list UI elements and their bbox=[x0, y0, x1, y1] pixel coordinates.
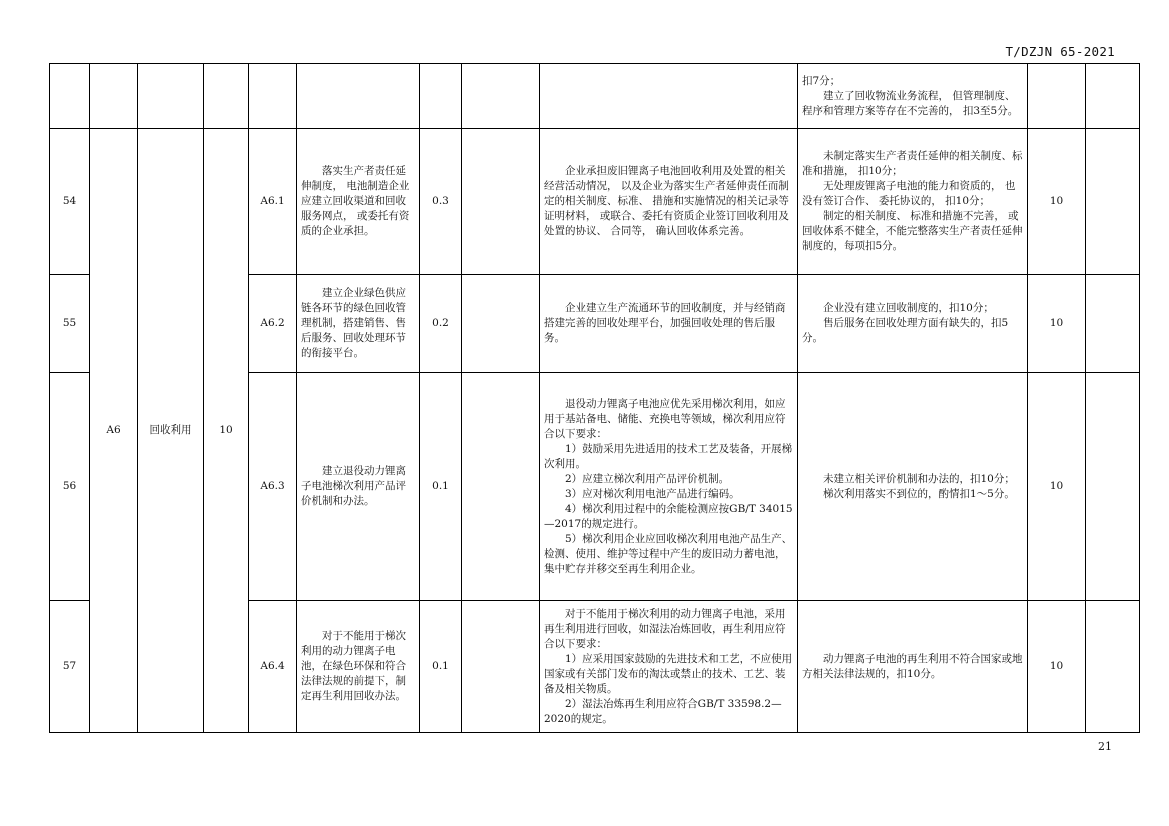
cell-empty bbox=[138, 64, 204, 129]
scoring-line: 制定的相关制度、 标准和措施不完善， 或回收体系不健全，不能完整落实生产者责任延伸制度的，每项扣5分。 bbox=[802, 210, 1023, 252]
item-content: 建立企业绿色供应链各环节的绿色回收管理机制，搭建销售、售后服务、回收处理环节的衔接平台。 bbox=[297, 275, 420, 373]
item-weight: 0.3 bbox=[420, 129, 462, 275]
scoring-line: 梯次利用落实不到位的，酌情扣1～5分。 bbox=[823, 487, 1015, 500]
requirement-line: 4）梯次利用过程中的余能检测应按GB/T 34015—2017的规定进行。 bbox=[544, 502, 793, 530]
item-code: A6.4 bbox=[249, 601, 297, 733]
group-score: 10 bbox=[204, 129, 249, 733]
cell-empty bbox=[204, 64, 249, 129]
cell-empty bbox=[249, 64, 297, 129]
full-score: 10 bbox=[1028, 129, 1086, 275]
row-number: 57 bbox=[50, 601, 90, 733]
table-row bbox=[50, 129, 1140, 275]
scoring-line: 建立了回收物流业务流程， 但管理制度、 程序和管理方案等存在不完善的， 扣3至5分。 bbox=[802, 89, 1019, 117]
requirement-cell bbox=[540, 601, 798, 733]
requirement-line: 3）应对梯次利用电池产品进行编码。 bbox=[565, 487, 740, 500]
requirement-line: 企业承担废旧锂离子电池回收利用及处置的相关经营活动情况， 以及企业为落实生产者延伸责任而制定的相关制度、标准、 措施和实施情况的相关记录等证明材料， 或联合、委托有资质企业签订回收利用及处置的协议、 合同等， 确认回收体系完善。 bbox=[544, 165, 789, 237]
scoring-line: 未建立相关评价机制和办法的，扣10分； bbox=[823, 472, 1015, 485]
cell-empty bbox=[420, 64, 462, 129]
full-score: 10 bbox=[1028, 373, 1086, 601]
requirement-line: 5）梯次利用企业应回收梯次利用电池产品生产、检测、使用、维护等过程中产生的废旧动力蓄电池，集中贮存并移交至再生利用企业。 bbox=[544, 532, 793, 575]
scoring-line: 企业没有建立回收制度的，扣10分； bbox=[823, 302, 994, 314]
cell-empty bbox=[297, 64, 420, 129]
requirement-line: 对于不能用于梯次利用的动力锂离子电池，采用再生利用进行回收，如湿法冶炼回收，再生利用应符合以下要求： bbox=[544, 607, 786, 650]
cell-empty bbox=[90, 64, 138, 129]
cell-empty bbox=[50, 64, 90, 129]
cell-empty bbox=[540, 64, 798, 129]
requirement-cell bbox=[540, 129, 798, 275]
scoring-cell bbox=[798, 373, 1028, 601]
scoring-line: 扣7分； bbox=[802, 74, 841, 87]
table-row-continuation bbox=[50, 64, 1140, 129]
requirement-cell bbox=[540, 275, 798, 373]
scoring-cell bbox=[798, 129, 1028, 275]
row-number: 56 bbox=[50, 373, 90, 601]
blank-cell bbox=[462, 275, 540, 373]
continuation-scoring-cell bbox=[798, 64, 1028, 129]
page-number: 21 bbox=[1098, 740, 1112, 753]
evaluation-table bbox=[49, 63, 1140, 733]
extra-cell bbox=[1086, 601, 1140, 733]
cell-empty bbox=[462, 64, 540, 129]
requirement-cell bbox=[540, 373, 798, 601]
extra-cell bbox=[1086, 275, 1140, 373]
row-number: 55 bbox=[50, 275, 90, 373]
requirement-line: 2）应建立梯次利用产品评价机制。 bbox=[565, 472, 730, 485]
blank-cell bbox=[462, 373, 540, 601]
item-content: 落实生产者责任延伸制度， 电池制造企业应建立回收渠道和回收服务网点， 或委托有资质的企业承担。 bbox=[297, 129, 420, 275]
group-name: 回收利用 bbox=[138, 129, 204, 733]
group-code: A6 bbox=[90, 129, 138, 733]
requirement-line: 企业建立生产流通环节的回收制度，并与经销商搭建完善的回收处理平台，加强回收处理的售后服务。 bbox=[544, 302, 786, 344]
cell-empty bbox=[1086, 64, 1140, 129]
scoring-line: 无处理废锂离子电池的能力和资质的， 也没有签订合作、 委托协议的， 扣10分； bbox=[802, 180, 1016, 207]
extra-cell bbox=[1086, 129, 1140, 275]
item-weight: 0.1 bbox=[420, 601, 462, 733]
requirement-line: 2）湿法冶炼再生利用应符合GB/T 33598.2—2020的规定。 bbox=[544, 697, 782, 725]
scoring-line: 售后服务在回收处理方面有缺失的，扣5分。 bbox=[802, 317, 1009, 344]
item-code: A6.2 bbox=[249, 275, 297, 373]
scoring-cell bbox=[798, 601, 1028, 733]
extra-cell bbox=[1086, 373, 1140, 601]
item-weight: 0.2 bbox=[420, 275, 462, 373]
item-weight: 0.1 bbox=[420, 373, 462, 601]
requirement-line: 1）鼓励采用先进适用的技术工艺及装备，开展梯次利用。 bbox=[544, 442, 793, 470]
item-code: A6.1 bbox=[249, 129, 297, 275]
document-code: T/DZJN 65-2021 bbox=[1005, 44, 1115, 59]
blank-cell bbox=[462, 601, 540, 733]
row-number: 54 bbox=[50, 129, 90, 275]
full-score: 10 bbox=[1028, 275, 1086, 373]
item-code: A6.3 bbox=[249, 373, 297, 601]
cell-empty bbox=[1028, 64, 1086, 129]
item-content: 对于不能用于梯次利用的动力锂离子电池，在绿色环保和符合法律法规的前提下，制定再生利用回收办法。 bbox=[297, 601, 420, 733]
item-content: 建立退役动力锂离子电池梯次利用产品评价机制和办法。 bbox=[297, 373, 420, 601]
scoring-cell bbox=[798, 275, 1028, 373]
scoring-line: 动力锂离子电池的再生利用不符合国家或地方相关法律法规的，扣10分。 bbox=[802, 652, 1023, 680]
blank-cell bbox=[462, 129, 540, 275]
requirement-line: 退役动力锂离子电池应优先采用梯次利用，如应用于基站备电、储能、充换电等领域，梯次利用应符合以下要求： bbox=[544, 397, 786, 440]
scoring-line: 未制定落实生产者责任延伸的相关制度、标准和措施， 扣10分； bbox=[802, 150, 1023, 177]
full-score: 10 bbox=[1028, 601, 1086, 733]
requirement-line: 1）应采用国家鼓励的先进技术和工艺，不应使用国家或有关部门发布的淘汰或禁止的技术、工艺、装备及相关物质。 bbox=[544, 652, 793, 695]
